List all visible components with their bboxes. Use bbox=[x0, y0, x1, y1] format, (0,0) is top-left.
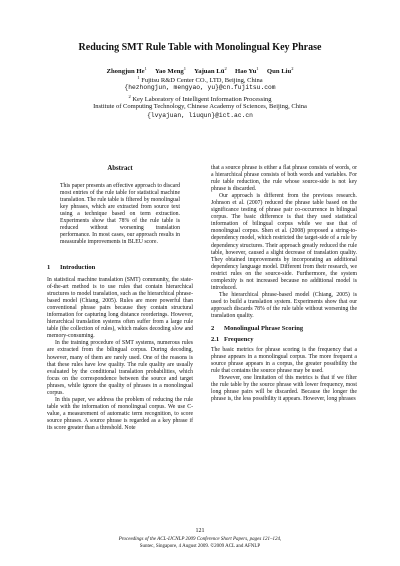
footer-proceedings bbox=[0, 537, 400, 542]
author-mark: 2 bbox=[291, 66, 294, 71]
author-mark: 1 bbox=[183, 66, 187, 71]
section-number: 1 bbox=[47, 264, 51, 271]
right-column-body bbox=[211, 165, 357, 403]
affiliation-mark: 2 bbox=[128, 94, 131, 99]
author-name: Qun Liu bbox=[266, 68, 292, 75]
section-heading-monolingual bbox=[211, 325, 357, 332]
footer-proceedings-text: Proceedings of the ACL-IJCNLP 2009 Conference Short Papers, pages 121–124, bbox=[118, 537, 282, 542]
paragraph: In this paper, we address the problem of reducing the rule table with the information of monolingual corpus. We use C-value, a measurement of automatic term recognition, to score source phrases. A source phrase is regarded as a key phrase if its score greater than a threshold. Note bbox=[47, 396, 193, 431]
author-mark: 1 bbox=[144, 66, 147, 71]
left-column-body bbox=[47, 264, 193, 432]
author-mark: 1 bbox=[256, 66, 259, 71]
paragraph: The basic metrics for phrase scoring is the frequency that a phrase appears in a monolingual corpus. The more frequent a source phrase appears in a corpus, the greater possibility the rule that contains the source phrase may be used. bbox=[211, 347, 357, 375]
section-number: 2 bbox=[211, 325, 215, 333]
affiliation-1-email: {hezhongjun, mengyao, yu}@cn.fujitsu.com bbox=[124, 84, 276, 91]
abstract-heading: Abstract bbox=[107, 165, 133, 172]
section-title: Introduction bbox=[60, 264, 96, 271]
section-title: Frequency bbox=[224, 336, 254, 344]
paragraph: Our approach is different from the previous research. Johnson et al. (2007) reduced the phrase table based on the significance testing of phrase pair co-occurrence in bilingual corpus. The basic difference is that they used statistical information of bilingual corpus while we use that of monolingual corpus. Shen et al. (2008) proposed a string-to-dependency model, which restricted the target-side of a rule by dependency structures. Their approach greatly reduced the rule table, however, caused a slight decrease of translation quality. They obtained improvements by incorporating an additional dependency language model. Different from their research, we restrict rules on the source-side. Furthermore, the system complexity is not increased because no additional model is introduced. bbox=[211, 193, 357, 291]
page-number: 121 bbox=[195, 528, 205, 534]
subsection-heading-frequency bbox=[211, 336, 357, 343]
affiliation-2-institute: Institute of Computing Technology, Chinese Academy of Sciences, Beijing, China bbox=[93, 103, 307, 110]
affiliation-2 bbox=[0, 94, 400, 103]
section-heading-introduction bbox=[47, 264, 193, 271]
paragraph: that a source phrase is either a flat phrase consists of words, or a hierarchical phrase consists of both words and variables. For rule table reduction, the rule whose source-side is not key phrase is discarded. bbox=[211, 165, 357, 193]
author-name: Yao Meng bbox=[154, 68, 184, 75]
author-name: Hao Yu bbox=[235, 68, 257, 75]
author-mark: 2 bbox=[224, 66, 227, 71]
affiliation-2-email: {lvyajuan, liuqun}@ict.ac.cn bbox=[147, 112, 253, 119]
affiliation-1 bbox=[0, 75, 400, 84]
abstract-body: This paper presents an effective approach to discard most entries of the rule table for statistical machine translation. The rule table is filtered by monolingual key phrases, which are extracted from source text using a technique based on term extraction. Experiments show that 78% of the rule table is reduced without worsening translation performance. In most cases, our approach results in measurable improvements in BLEU score. bbox=[60, 183, 180, 246]
affiliation-name: Key Laboratory of Intelligent Information Processing bbox=[132, 96, 272, 103]
affiliation-mark: 1 bbox=[137, 75, 140, 80]
paragraph: In statistical machine translation (SMT) community, the state-of-the-art method is to use rules that contain hierarchical structures to model translation, such as the hierarchical phrase-based model (Chiang, 2005). Rules are more powerful than conventional phrase pairs because they contain structural information for capturing long distance reorderings. However, hierarchical translation systems often suffer from a large rule table (the collection of rules), which makes decoding slow and memory-consuming. bbox=[47, 277, 193, 340]
author-name: Zhongjun He bbox=[106, 68, 145, 75]
paragraph: The hierarchical phrase-based model (Chiang, 2005) is used to build a translation system. Experiments show that our approach discards 78% of the rule table without worsening the translation quality. bbox=[211, 291, 357, 319]
author-line bbox=[0, 66, 400, 75]
paper-title: Reducing SMT Rule Table with Monolingual Key Phrase bbox=[78, 42, 322, 53]
section-title: Monolingual Phrase Scoring bbox=[224, 325, 304, 333]
footer-venue: Suntec, Singapore, 4 August 2009. ©2009 ACL and AFNLP bbox=[139, 544, 261, 549]
author-name: Yajuan Lü bbox=[194, 68, 225, 75]
affiliation-name: Fujitsu R&D Center CO., LTD, Beijing, China bbox=[141, 77, 263, 84]
paragraph: However, one limitation of this metrics is that if we filter the rule table by the source phrase with lower frequency, most long phrase pairs will be discarded. Because the longer the phrase is, the less possibility it appears. However, long phrases bbox=[211, 375, 357, 403]
section-number: 2.1 bbox=[211, 336, 220, 344]
paragraph: In the training procedure of SMT systems, numerous rules are extracted from the bilingual corpus. During decoding, however, many of them are rarely used. One of the reasons is that these rules have low quality. The rule quality are usually evaluated by the conditional translation probabilities, which focus on the correspondence between the source and target phrases, while ignore the quality of phrases in a monolingual corpus. bbox=[47, 340, 193, 396]
